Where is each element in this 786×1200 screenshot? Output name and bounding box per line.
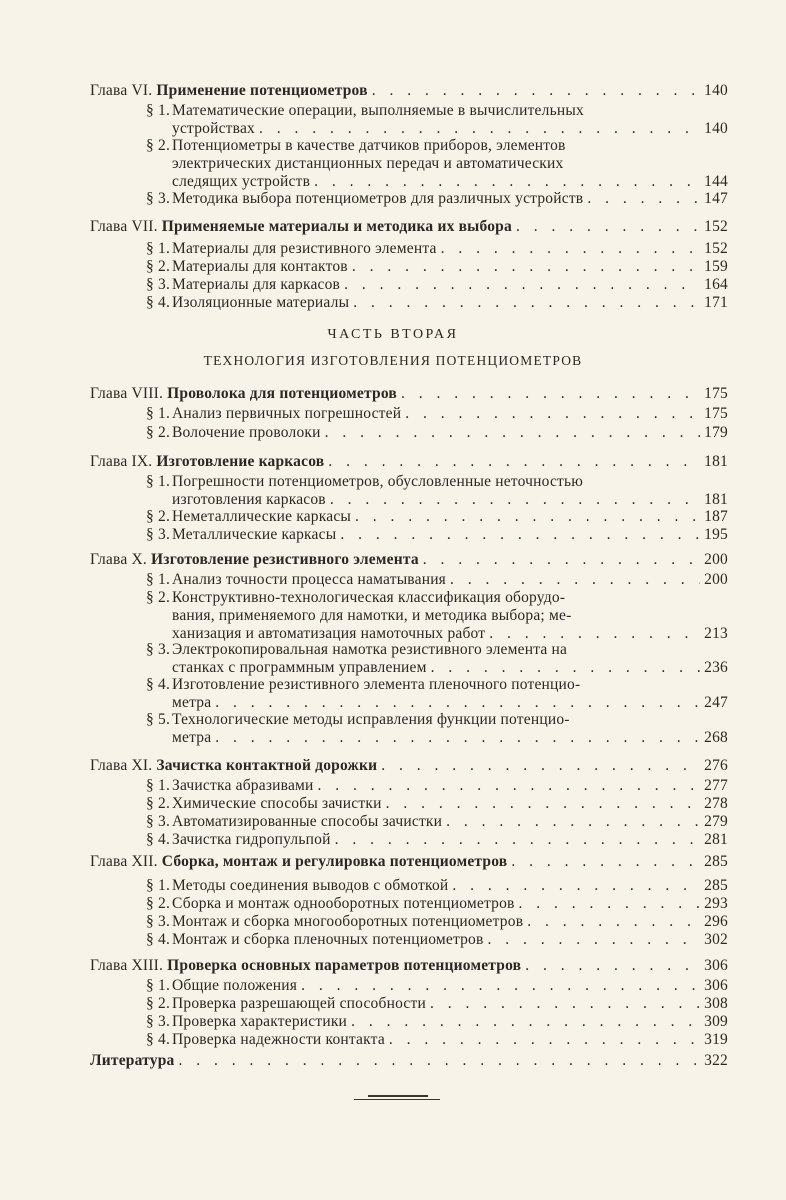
page-number: 159 (704, 258, 728, 275)
section-title-line: устройствах (172, 120, 255, 137)
dot-leader (355, 508, 700, 526)
section-title-line: следящих устройств (172, 173, 311, 190)
toc-chapter-entry[interactable] (90, 853, 728, 871)
page-number: 322 (704, 1052, 728, 1069)
section-title-line: Зачистка абразивами (172, 777, 314, 794)
page-number: 181 (704, 491, 728, 508)
page-number: 152 (704, 240, 728, 257)
page-number: 247 (704, 694, 728, 711)
toc-chapter-entry[interactable] (90, 218, 728, 236)
page-number: 306 (704, 977, 728, 994)
section-title-line: вания, применяемого для намотки, и методика выбора; ме- (172, 607, 572, 624)
page-number: 268 (704, 729, 728, 746)
toc-chapter-entry[interactable] (90, 757, 728, 775)
section-label: § 3. (146, 813, 171, 830)
section-title-line: Математические операции, выполняемые в вычислительных (172, 102, 584, 119)
dot-leader (527, 913, 700, 931)
toc-section-entry[interactable] (146, 589, 728, 643)
end-rule-lower (354, 1099, 440, 1100)
chapter-title: Проволока для потенциометров (167, 385, 397, 402)
part-label: ЧАСТЬ ВТОРАЯ (327, 327, 459, 342)
dot-leader (430, 995, 700, 1013)
page-number: 302 (704, 931, 728, 948)
chapter-title: Проверка основных параметров потенциометров (167, 957, 522, 974)
section-title-line: Изготовление резистивного элемента пленочного потенцио- (172, 676, 581, 693)
section-label: § 3. (146, 276, 171, 293)
chapter-label: Глава VIII. (90, 385, 164, 402)
section-label: § 3. (146, 526, 171, 543)
chapter-title: Применяемые материалы и методика их выбора (161, 218, 512, 235)
section-title-line: Общие положения (172, 977, 298, 994)
dot-leader (381, 757, 700, 775)
section-label: § 2. (146, 137, 171, 154)
section-label: § 1. (146, 777, 171, 794)
section-title-line: Монтаж и сборка многооборотных потенциометров (172, 913, 524, 930)
section-label: § 1. (146, 571, 171, 588)
section-title-line: Изоляционные материалы (172, 294, 350, 311)
section-label: § 1. (146, 877, 171, 894)
section-title-line: Анализ точности процесса наматывания (172, 571, 447, 588)
chapter-title: Изготовление каркасов (156, 453, 325, 470)
dot-leader (330, 491, 700, 509)
chapter-heading (90, 853, 507, 871)
toc-chapter-entry[interactable] (90, 82, 728, 100)
dot-leader (325, 424, 700, 442)
dot-leader (511, 853, 700, 871)
page-number: 195 (704, 526, 728, 543)
section-title-line: Материалы для резистивного элемента (172, 240, 437, 257)
chapter-label: Глава IX. (90, 453, 153, 470)
section-title-line: Проверка характеристики (172, 1013, 348, 1030)
section-label: § 4. (146, 931, 171, 948)
page-number: 285 (704, 853, 728, 870)
toc-section-entry[interactable] (146, 508, 728, 526)
dot-leader (215, 729, 700, 747)
dot-leader (488, 931, 701, 949)
section-title-line: станках с программным управлением (172, 659, 427, 676)
page-number: 144 (704, 173, 728, 190)
toc-chapter-entry[interactable] (90, 453, 728, 471)
page-number: 276 (704, 757, 728, 774)
toc-chapter-entry[interactable] (90, 385, 728, 403)
dot-leader (441, 240, 701, 258)
section-label: § 1. (146, 405, 171, 422)
toc-section-entry[interactable] (146, 102, 728, 138)
dot-leader (335, 831, 701, 849)
dot-leader (389, 1031, 700, 1049)
page-number: 181 (704, 453, 728, 470)
chapter-title: Литература (90, 1052, 175, 1069)
section-label: § 2. (146, 258, 171, 275)
toc-section-entry[interactable] (146, 913, 728, 931)
page-number: 187 (704, 508, 728, 525)
page-number: 277 (704, 777, 728, 794)
toc-section-entry[interactable] (146, 1013, 728, 1031)
section-title-line: Электрокопировальная намотка резистивного элемента на (172, 641, 568, 658)
chapter-heading (90, 218, 512, 236)
page-number: 319 (704, 1031, 728, 1048)
dot-leader (519, 895, 701, 913)
dot-leader (525, 957, 700, 975)
toc-section-entry[interactable] (146, 137, 728, 191)
section-title-line: Проверка надежности контакта (172, 1031, 385, 1048)
toc-chapter-entry[interactable] (90, 551, 728, 569)
section-label: § 3. (146, 913, 171, 930)
toc-section-entry[interactable] (146, 276, 728, 294)
section-label: § 2. (146, 995, 171, 1012)
toc-section-entry[interactable] (146, 895, 728, 913)
dot-leader (328, 453, 700, 471)
section-title-line: Автоматизированные способы зачистки (172, 813, 443, 830)
toc-section-entry[interactable] (146, 1031, 728, 1049)
chapter-heading (90, 551, 419, 569)
section-label: § 2. (146, 424, 171, 441)
page-number: 236 (704, 659, 728, 676)
toc-section-entry[interactable] (146, 526, 728, 544)
section-title-line: Неметаллические каркасы (172, 508, 352, 525)
page-number: 140 (704, 82, 728, 99)
toc-section-entry[interactable] (146, 424, 728, 442)
page-number: 309 (704, 1013, 728, 1030)
toc-section-entry[interactable] (146, 877, 728, 895)
toc-section-entry[interactable] (146, 258, 728, 276)
page-number: 296 (704, 913, 728, 930)
section-label: § 3. (146, 190, 171, 207)
page-number: 285 (704, 877, 728, 894)
section-label: § 2. (146, 895, 171, 912)
section-label: § 1. (146, 102, 171, 119)
toc-section-entry[interactable] (146, 240, 728, 258)
section-title-line: Сборка и монтаж однооборотных потенциометров (172, 895, 515, 912)
chapter-title: Применение потенциометров (156, 82, 368, 99)
section-title-line: Анализ первичных погрешностей (172, 405, 402, 422)
page-number: 308 (704, 995, 728, 1012)
chapter-title: Сборка, монтаж и регулировка потенциометров (161, 853, 508, 870)
section-title-line: Потенциометры в качестве датчиков приборов, элементов (172, 137, 566, 154)
page-number: 293 (704, 895, 728, 912)
toc-section-entry[interactable] (146, 190, 728, 208)
toc-section-entry[interactable] (146, 676, 728, 712)
dot-leader (587, 190, 700, 208)
toc-section-entry[interactable] (146, 977, 728, 995)
page-number: 306 (704, 957, 728, 974)
chapter-heading (90, 1052, 174, 1070)
page-number: 140 (704, 120, 728, 137)
chapter-title: Изготовление резистивного элемента (151, 551, 419, 568)
section-label: § 4. (146, 676, 171, 693)
section-title-line: Проверка разрешающей способности (172, 995, 426, 1012)
chapter-heading (90, 385, 397, 403)
dot-leader (344, 276, 700, 294)
section-label: § 2. (146, 508, 171, 525)
section-title-line: Материалы для каркасов (172, 276, 341, 293)
toc-section-entry[interactable] (146, 294, 728, 312)
page-number: 171 (704, 294, 728, 311)
dot-leader (215, 694, 700, 712)
dot-leader (259, 120, 700, 138)
section-title-line: Методы соединения выводов с обмоткой (172, 877, 449, 894)
section-title-line: изготовления каркасов (172, 491, 326, 508)
section-label: § 1. (146, 473, 171, 490)
toc-section-entry[interactable] (146, 795, 728, 813)
section-title-line: Технологические методы исправления функции потенцио- (172, 711, 570, 728)
section-label: § 2. (146, 589, 171, 606)
section-title-line: Материалы для контактов (172, 258, 348, 275)
section-title-line: Методика выбора потенциометров для различных устройств (172, 190, 584, 207)
page-number: 147 (704, 190, 728, 207)
section-title-line: Химические способы зачистки (172, 795, 382, 812)
page-number: 213 (704, 625, 728, 642)
dot-leader (301, 977, 700, 995)
page-number: 278 (704, 795, 728, 812)
dot-leader (431, 659, 700, 677)
section-title-line: метра (172, 694, 212, 711)
section-label: § 4. (146, 294, 171, 311)
section-title-line: Металлические каркасы (172, 526, 337, 543)
section-label: § 5. (146, 711, 171, 728)
section-title-line: Зачистка гидропульпой (172, 831, 331, 848)
dot-leader (353, 294, 700, 312)
toc-chapter-entry[interactable] (90, 957, 728, 975)
toc-section-entry[interactable] (146, 777, 728, 795)
dot-leader (516, 218, 700, 236)
section-title-line: электрических дистанционных передач и автоматических (172, 155, 564, 172)
dot-leader (351, 1013, 700, 1031)
toc-section-entry[interactable] (146, 931, 728, 949)
section-title-line: Монтаж и сборка пленочных потенциометров (172, 931, 484, 948)
section-label: § 4. (146, 831, 171, 848)
dot-leader (423, 551, 700, 569)
section-label: § 2. (146, 795, 171, 812)
section-label: § 3. (146, 641, 171, 658)
dot-leader (401, 385, 700, 403)
chapter-heading (90, 453, 324, 471)
toc-section-entry[interactable] (146, 405, 728, 423)
chapter-label: Глава VI. (90, 82, 153, 99)
section-title-line: Конструктивно-технологическая классификация оборудо- (172, 589, 566, 606)
page-number: 175 (704, 405, 728, 422)
page-number: 200 (704, 551, 728, 568)
end-rule (368, 1095, 428, 1097)
chapter-label: Глава X. (90, 551, 147, 568)
section-title-line: Волочение проволоки (172, 424, 321, 441)
section-label: § 1. (146, 240, 171, 257)
page-number: 152 (704, 218, 728, 235)
chapter-title: Зачистка контактной дорожки (156, 757, 378, 774)
toc-section-entry[interactable] (146, 995, 728, 1013)
page-number: 200 (704, 571, 728, 588)
page-number: 175 (704, 385, 728, 402)
dot-leader (446, 813, 700, 831)
chapter-label: Глава XI. (90, 757, 153, 774)
section-label: § 3. (146, 1013, 171, 1030)
page-number: 279 (704, 813, 728, 830)
section-title-line: ханизация и автоматизация намоточных работ (172, 625, 486, 642)
dot-leader (450, 571, 700, 589)
toc-chapter-entry[interactable] (90, 1052, 728, 1070)
toc-section-entry[interactable] (146, 641, 728, 677)
toc-section-entry[interactable] (146, 831, 728, 849)
section-title-line: Погрешности потенциометров, обусловленные неточностью (172, 473, 584, 490)
toc-section-entry[interactable] (146, 813, 728, 831)
chapter-heading (90, 957, 521, 975)
dot-leader (372, 82, 700, 100)
toc-section-entry[interactable] (146, 711, 728, 747)
page-number: 281 (704, 831, 728, 848)
chapter-heading (90, 757, 377, 775)
part-title: ТЕХНОЛОГИЯ ИЗГОТОВЛЕНИЯ ПОТЕНЦИОМЕТРОВ (203, 353, 583, 368)
section-title-line: метра (172, 729, 212, 746)
toc-section-entry[interactable] (146, 571, 728, 589)
section-label: § 4. (146, 1031, 171, 1048)
dot-leader (352, 258, 700, 276)
dot-leader (340, 526, 700, 544)
section-label: § 1. (146, 977, 171, 994)
chapter-label: Глава XIII. (90, 957, 164, 974)
dot-leader (178, 1052, 700, 1070)
toc-section-entry[interactable] (146, 473, 728, 509)
dot-leader (314, 173, 700, 191)
chapter-heading (90, 82, 368, 100)
dot-leader (386, 795, 701, 813)
dot-leader (318, 777, 701, 795)
page-number: 179 (704, 424, 728, 441)
dot-leader (405, 405, 700, 423)
dot-leader (452, 877, 700, 895)
chapter-label: Глава VII. (90, 218, 158, 235)
chapter-label: Глава XII. (90, 853, 158, 870)
page-number: 164 (704, 276, 728, 293)
